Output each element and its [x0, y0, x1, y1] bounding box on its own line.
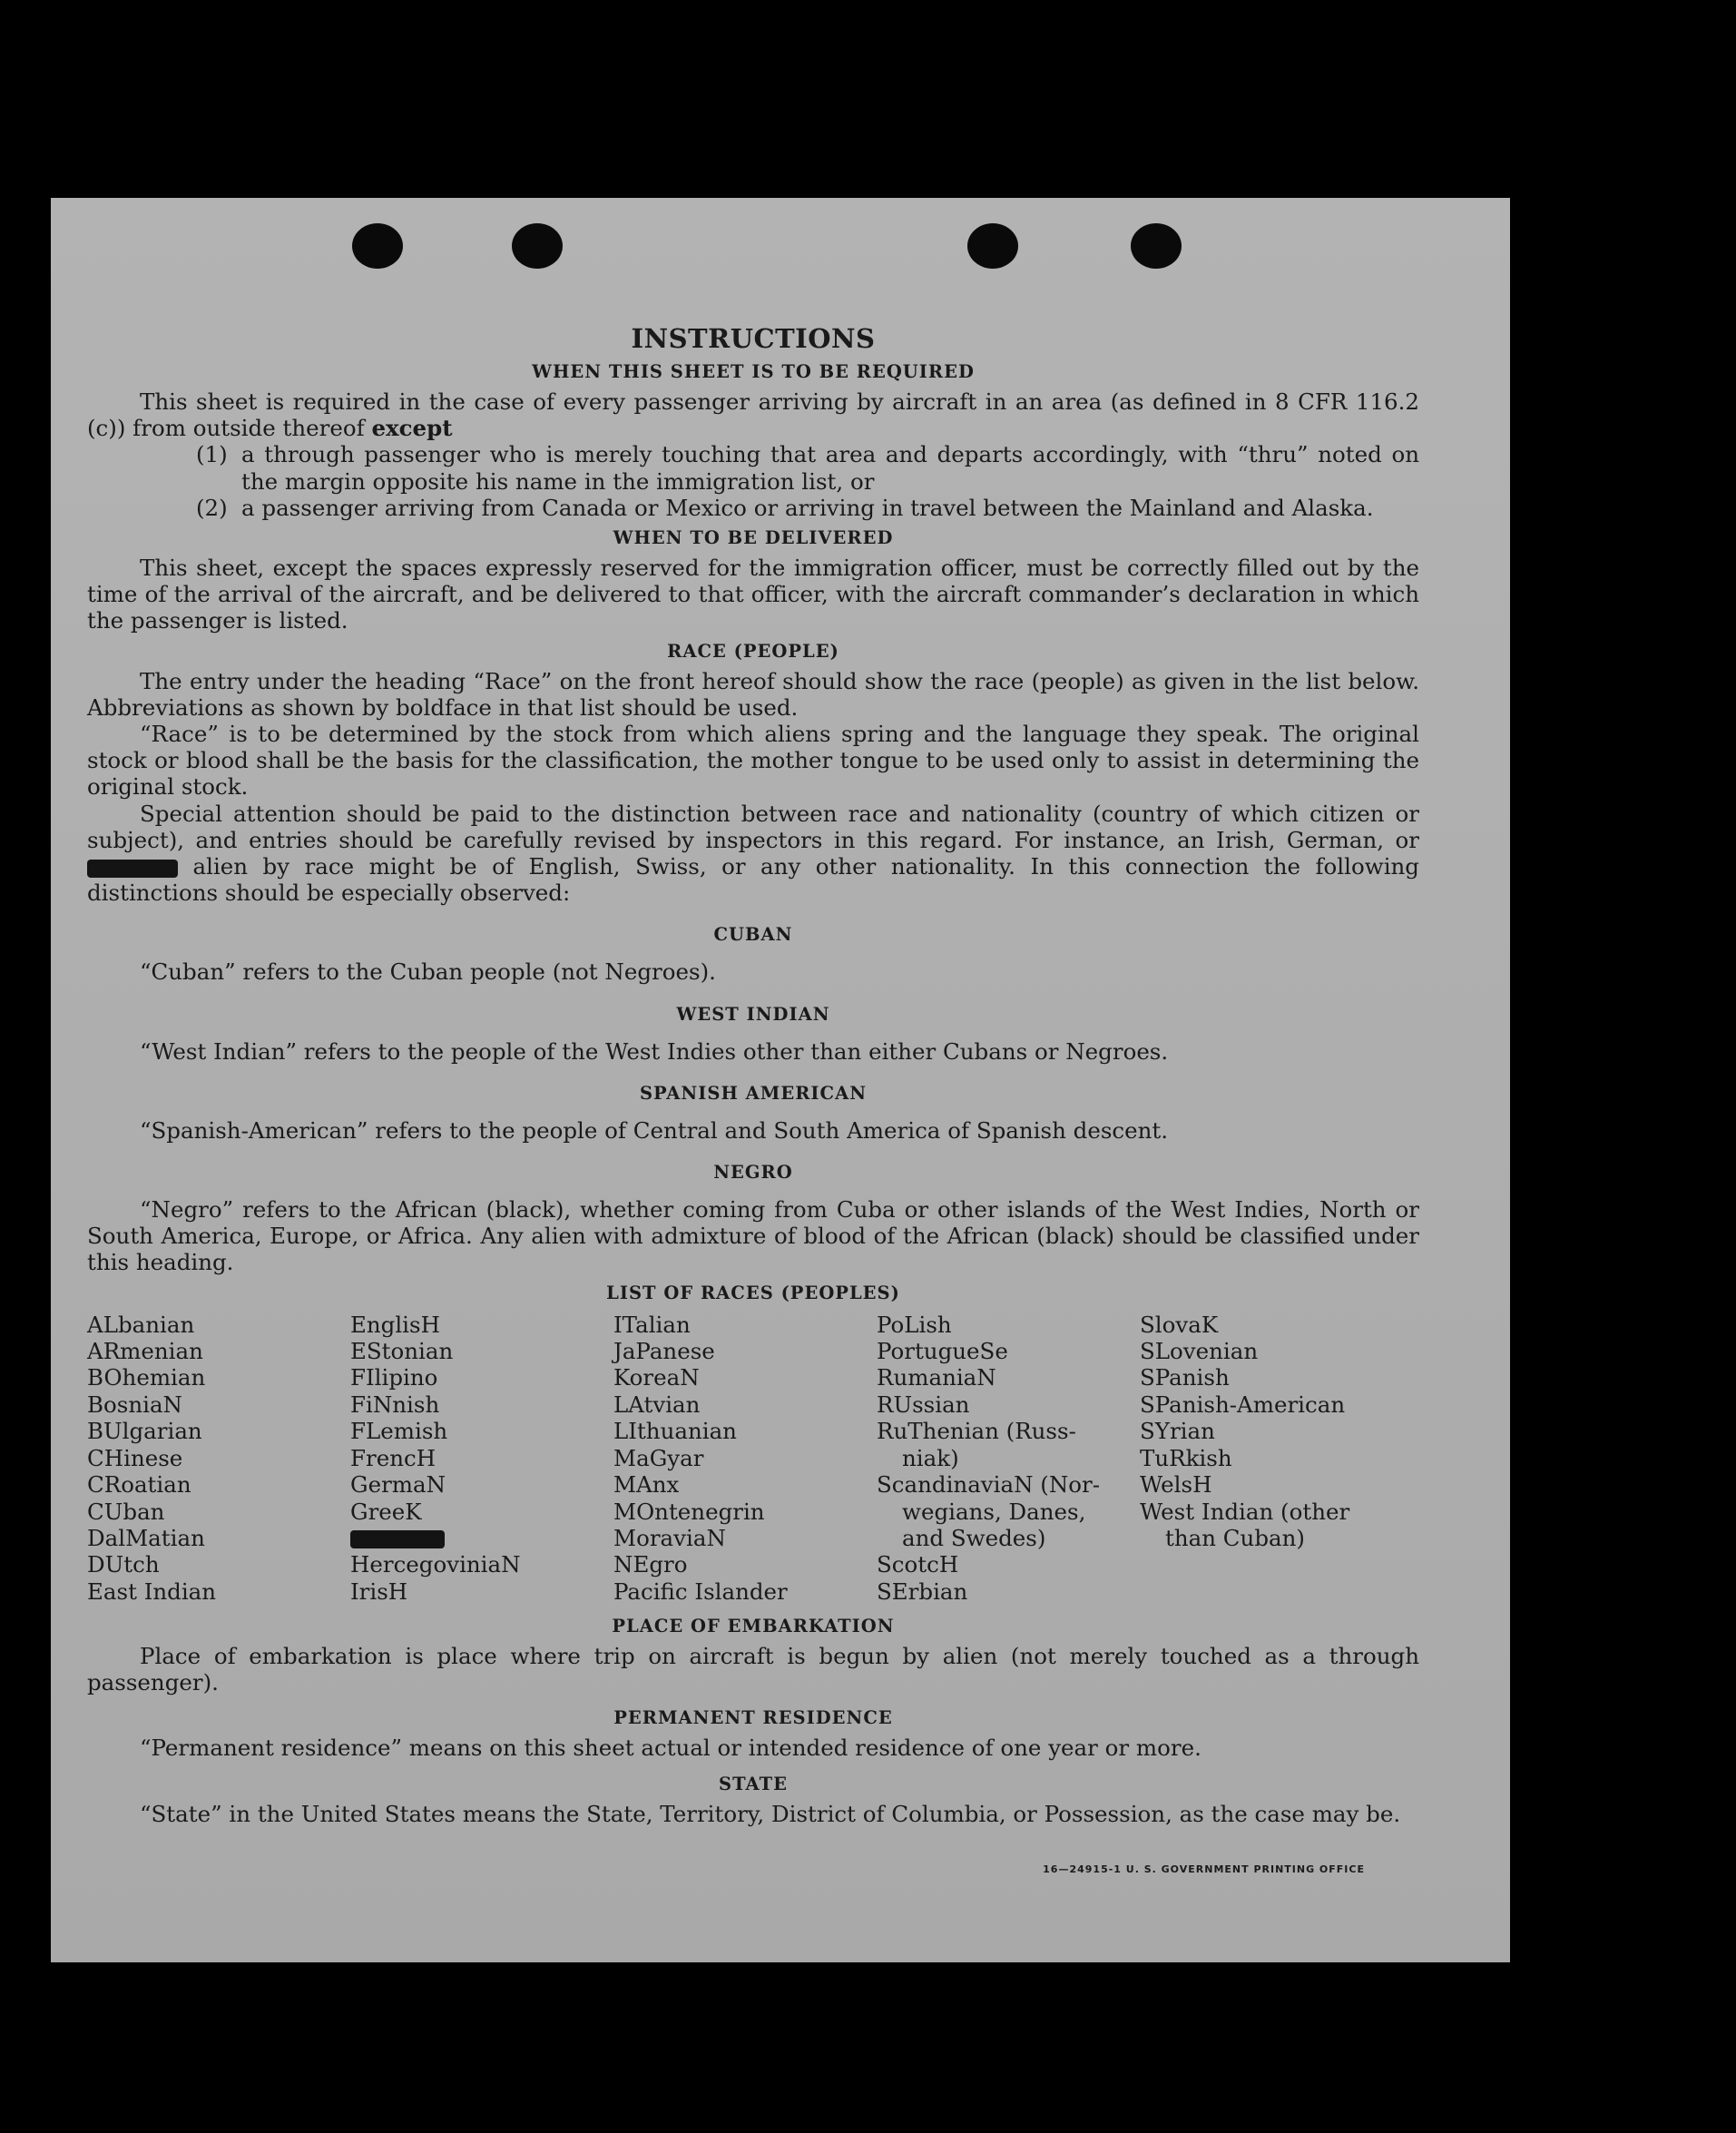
exception-text: a through passenger who is merely touching that area and departs accordingly, with “thru” noted on the margin opposite his name in the immigration list, or [241, 441, 1419, 495]
race-entry: ITalian [613, 1311, 691, 1338]
redaction-mark [87, 860, 178, 878]
race-entry: FrencH [350, 1444, 436, 1471]
embarkation-text: Place of embarkation is place where trip on aircraft is begun by alien (not merely touched as a through passenger). [87, 1643, 1419, 1696]
race-entry-continued: and Swedes) [902, 1524, 1046, 1551]
race-entry: Pacific Islander [613, 1578, 788, 1605]
race-entry: RumaniaN [877, 1364, 996, 1391]
races-column-5 [1140, 1312, 1403, 1605]
races-list [87, 1312, 1419, 1605]
race-entry: SLovenian [1140, 1338, 1259, 1365]
race-entry: East Indian [87, 1578, 217, 1605]
required-except: except [371, 415, 453, 442]
race-paragraph-3-a: Special attention should be paid to the distinction between race and nationality (country of which citizen or subject), and entries should be carefully revised by inspectors in this regard. For instance, an Irish, German, or [87, 800, 1419, 853]
race-entry: IrisH [350, 1578, 408, 1605]
required-intro-text: This sheet is required in the case of every passenger arriving by aircraft in an area (as defined in 8 CFR 116.2 (c)) from outside thereof [87, 388, 1419, 442]
heading-place-of-embarkation: PLACE OF EMBARKATION [612, 1616, 895, 1637]
race-entry: SYrian [1140, 1418, 1215, 1445]
exception-item-2 [196, 495, 1419, 521]
race-entry-continued: niak) [902, 1444, 959, 1471]
race-entry: DUtch [87, 1551, 160, 1578]
heading-permanent-residence: PERMANENT RESIDENCE [613, 1706, 893, 1728]
race-entry: ScandinaviaN (Nor- [877, 1471, 1101, 1499]
race-paragraph-1: The entry under the heading “Race” on the front hereof should show the race (people) as given in the list below. Abbreviations as shown by boldface in that list should be used. [87, 667, 1419, 721]
race-entry: EStonian [350, 1338, 454, 1365]
race-entry: FIlipino [350, 1364, 438, 1391]
races-column-2 [350, 1312, 613, 1605]
heading-west-indian: WEST INDIAN [676, 1003, 830, 1025]
race-entry: SErbian [877, 1578, 968, 1605]
race-entry: EnglisH [350, 1311, 440, 1338]
instructions-body [87, 323, 1419, 1827]
spanish-american-text: “Spanish-American” refers to the people of Central and South America of Spanish descent. [140, 1116, 1169, 1144]
race-entry: RuThenian (Russ- [877, 1418, 1076, 1445]
exception-text: a passenger arriving from Canada or Mexico or arriving in travel between the Mainland and Alaska. [241, 494, 1374, 521]
race-entry: SPanish [1140, 1364, 1230, 1391]
race-entry-continued: than Cuban) [1165, 1524, 1305, 1551]
race-entry: JaPanese [613, 1338, 715, 1365]
race-entry: MOntenegrin [613, 1498, 765, 1525]
race-entry-continued: wegians, Danes, [902, 1498, 1086, 1525]
race-entry: SPanish-American [1140, 1391, 1346, 1418]
exception-number: (1) [196, 441, 228, 468]
punch-hole [352, 223, 403, 269]
race-entry: MoraviaN [613, 1524, 726, 1551]
race-entry: DalMatian [87, 1524, 205, 1551]
print-code: 16—24915-1 U. S. GOVERNMENT PRINTING OFFICE [1043, 1863, 1365, 1875]
race-paragraph-3-b: alien by race might be of English, Swiss, or any other nationality. In this connection the following distinctions should be especially observed: [87, 853, 1419, 907]
race-entry: ScotcH [877, 1551, 959, 1578]
heading-list-of-races: LIST OF RACES (PEOPLES) [606, 1282, 900, 1303]
punch-hole [967, 223, 1018, 269]
races-column-1 [87, 1312, 350, 1605]
heading-when-required: WHEN THIS SHEET IS TO BE REQUIRED [532, 361, 975, 382]
race-entry: SlovaK [1140, 1311, 1219, 1338]
instruction-sheet [51, 198, 1510, 1962]
punch-hole [512, 223, 563, 269]
exception-number: (2) [196, 494, 228, 521]
race-entry: KoreaN [613, 1364, 700, 1391]
race-entry: MAnx [613, 1471, 680, 1499]
west-indian-text: “West Indian” refers to the people of the West Indies other than either Cubans or Negroes. [140, 1037, 1169, 1065]
race-entry-redacted [350, 1525, 613, 1551]
race-entry: GreeK [350, 1498, 422, 1525]
race-entry: BosniaN [87, 1391, 182, 1418]
required-intro [87, 388, 1419, 441]
race-entry: FiNnish [350, 1391, 440, 1418]
residence-text: “Permanent residence” means on this sheet actual or intended residence of one year or more. [140, 1734, 1201, 1761]
race-entry: ALbanian [87, 1311, 195, 1338]
race-entry: CHinese [87, 1444, 183, 1471]
race-paragraph-3 [87, 801, 1419, 907]
races-column-3 [613, 1312, 877, 1605]
heading-cuban: CUBAN [713, 924, 793, 946]
exception-item-1 [196, 441, 1419, 494]
heading-spanish-american: SPANISH AMERICAN [639, 1082, 868, 1104]
negro-text: “Negro” refers to the African (black), whether coming from Cuba or other islands of the West Indies, North or South America, Europe, or Africa. Any alien with admixture of blood of the African (black) should be classified under this heading. [87, 1196, 1419, 1276]
heading-when-delivered: WHEN TO BE DELIVERED [613, 527, 894, 549]
race-entry: CRoatian [87, 1471, 191, 1499]
race-entry: PortugueSe [877, 1338, 1008, 1365]
race-entry: BOhemian [87, 1364, 206, 1391]
race-entry: CUban [87, 1498, 165, 1525]
race-entry: LAtvian [613, 1391, 701, 1418]
race-paragraph-2: “Race” is to be determined by the stock from which aliens spring and the language they speak. The original stock or blood shall be the basis for the classification, the mother tongue to be used only to assist in determining the original stock. [87, 721, 1419, 801]
races-column-4 [877, 1312, 1140, 1605]
state-text: “State” in the United States means the State, Territory, District of Columbia, or Possession, as the case may be. [140, 1800, 1401, 1827]
race-entry: PoLish [877, 1311, 952, 1338]
race-entry: BUlgarian [87, 1418, 202, 1445]
punch-hole [1131, 223, 1182, 269]
race-entry: HercegoviniaN [350, 1551, 521, 1578]
cuban-text: “Cuban” refers to the Cuban people (not Negroes). [140, 958, 716, 986]
race-entry: GermaN [350, 1471, 446, 1499]
race-entry: West Indian (other [1140, 1498, 1350, 1525]
race-entry: MaGyar [613, 1444, 704, 1471]
heading-negro: NEGRO [713, 1162, 793, 1184]
delivered-text: This sheet, except the spaces expressly reserved for the immigration officer, must be correctly filled out by the time of the arrival of the aircraft, and be delivered to that officer, with the aircraft commander’s declaration in which the passenger is listed. [87, 555, 1419, 634]
race-entry: ARmenian [87, 1338, 203, 1365]
race-entry: NEgro [613, 1551, 688, 1578]
redaction-mark [350, 1530, 445, 1548]
race-entry: WelsH [1140, 1471, 1212, 1499]
race-entry: FLemish [350, 1418, 448, 1445]
race-entry: RUssian [877, 1391, 970, 1418]
race-entry: LIthuanian [613, 1418, 737, 1445]
page-title: INSTRUCTIONS [631, 323, 876, 354]
race-entry: TuRkish [1140, 1444, 1232, 1471]
heading-state: STATE [719, 1773, 788, 1794]
heading-race: RACE (PEOPLE) [667, 640, 839, 662]
